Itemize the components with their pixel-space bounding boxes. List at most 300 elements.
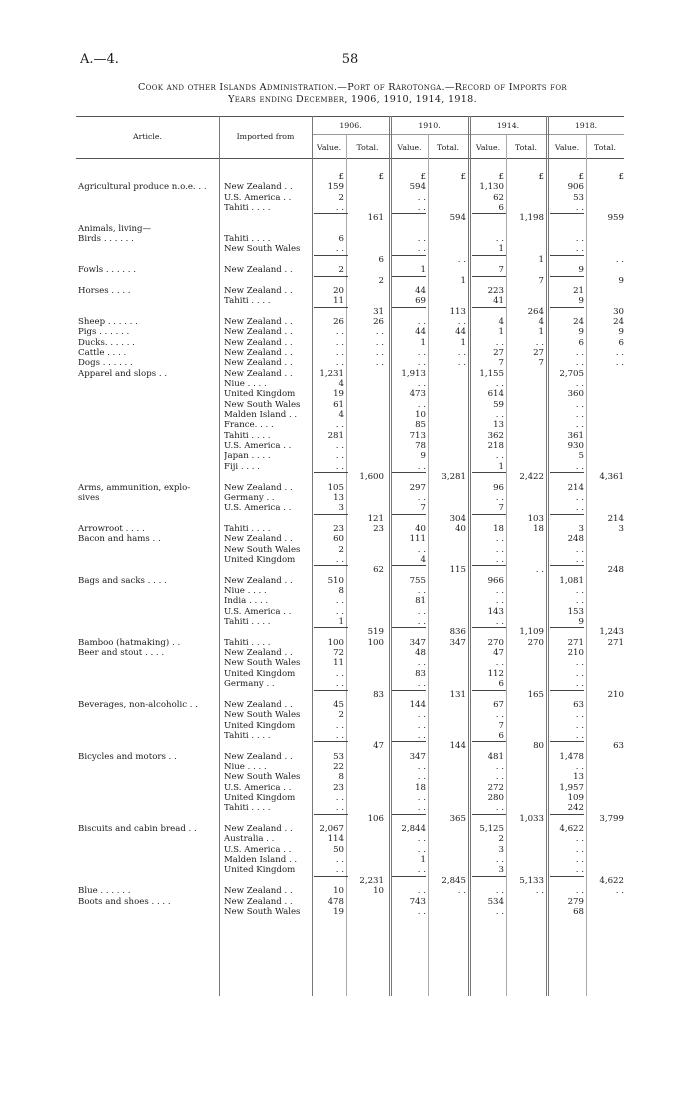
value-cell: 1 bbox=[498, 327, 504, 338]
table-row bbox=[76, 679, 624, 689]
subtotal-rule bbox=[472, 307, 506, 308]
value-cell: 7 bbox=[498, 358, 504, 369]
value-cell: 713 bbox=[409, 430, 426, 441]
value-cell: 3 bbox=[338, 503, 344, 514]
table-row bbox=[76, 483, 624, 493]
table-row bbox=[76, 700, 624, 710]
value-cell: . . bbox=[575, 399, 584, 410]
year-header-1918: 1918. bbox=[574, 121, 598, 130]
value-cell: 18 bbox=[415, 782, 426, 793]
imported-from-cell: Tahiti . . . . bbox=[224, 730, 271, 741]
value-cell: . . bbox=[335, 358, 344, 369]
subtotal-rule bbox=[392, 276, 426, 277]
imported-from-cell: Niue . . . . bbox=[224, 586, 267, 596]
table-row bbox=[76, 607, 624, 617]
imported-from-cell: Niue . . . . bbox=[224, 379, 267, 389]
value-cell: 3 bbox=[498, 865, 504, 876]
subtotal-rule bbox=[550, 472, 584, 473]
value-cell: . . bbox=[335, 865, 344, 876]
value-cell: 7 bbox=[498, 503, 504, 514]
total-cell: 165 bbox=[527, 689, 544, 700]
table-row bbox=[76, 783, 624, 793]
total-cell: 47 bbox=[373, 741, 384, 752]
imported-from-cell: New Zealand . . bbox=[224, 751, 293, 762]
subtotal-rule bbox=[392, 565, 426, 566]
value-cell: 72 bbox=[333, 648, 344, 659]
total-cell: 6 bbox=[618, 337, 624, 348]
table-row bbox=[76, 669, 624, 679]
article-cell: Bamboo (hatmaking) . . bbox=[78, 637, 181, 648]
value-cell: 10 bbox=[415, 410, 426, 421]
total-cell: 100 bbox=[367, 637, 384, 648]
value-cell: . . bbox=[575, 844, 584, 855]
value-cell: 53 bbox=[333, 751, 344, 762]
table-row bbox=[76, 524, 624, 534]
total-cell: 103 bbox=[527, 513, 544, 524]
value-cell: 1,081 bbox=[559, 575, 584, 586]
total-cell: 2,422 bbox=[519, 472, 544, 483]
title-line-2: Years ending December, 1906, 1910, 1914, 1918. bbox=[228, 93, 477, 105]
value-cell: 114 bbox=[327, 834, 344, 845]
subtotal-rule bbox=[472, 876, 506, 877]
article-header: Article. bbox=[133, 132, 162, 141]
article-cell: Horses . . . . bbox=[78, 285, 131, 296]
value-cell: 473 bbox=[409, 389, 426, 400]
value-cell: 272 bbox=[487, 782, 504, 793]
imported-from-cell: New Zealand . . bbox=[224, 337, 293, 348]
total-cell: 594 bbox=[449, 213, 466, 224]
total-cell: 1,243 bbox=[599, 627, 624, 638]
value-cell: 8 bbox=[338, 772, 344, 783]
value-cell: 13 bbox=[493, 420, 504, 431]
value-cell: 13 bbox=[573, 772, 584, 783]
total-cell: 365 bbox=[449, 813, 466, 824]
table-row bbox=[76, 534, 624, 544]
table-row bbox=[76, 358, 624, 368]
value-cell: . . bbox=[417, 679, 426, 690]
total-cell: 5,133 bbox=[519, 875, 544, 886]
imported-from-cell: India . . . . bbox=[224, 596, 269, 607]
table-row bbox=[76, 638, 624, 648]
table-row bbox=[76, 441, 624, 451]
imported-from-cell: Niue . . . . bbox=[224, 761, 267, 772]
subtotal-rule bbox=[314, 565, 348, 566]
value-cell: 214 bbox=[567, 482, 584, 493]
value-cell: 11 bbox=[333, 658, 344, 669]
value-cell: £ bbox=[338, 172, 344, 182]
total-cell: . . bbox=[615, 886, 624, 897]
page-reference: A.—4. bbox=[80, 52, 119, 67]
subtotal-rule bbox=[550, 814, 584, 815]
imported-from-cell: United Kingdom bbox=[224, 389, 296, 400]
imported-from-cell: New South Wales bbox=[224, 399, 301, 410]
table-row bbox=[76, 182, 624, 192]
page-number: 58 bbox=[341, 52, 359, 67]
subtotal-rule bbox=[550, 514, 584, 515]
total-cell: 9 bbox=[618, 327, 624, 338]
imported-from-cell: New Zealand . . bbox=[224, 648, 293, 659]
article-cell: Ducks. . . . . . bbox=[78, 337, 135, 348]
value-cell: 8 bbox=[338, 586, 344, 596]
total-cell: 24 bbox=[613, 316, 624, 327]
table-row bbox=[76, 731, 624, 741]
total-cell: 4,361 bbox=[599, 472, 624, 483]
value-cell: 270 bbox=[487, 637, 504, 648]
total-cell: 23 bbox=[373, 523, 384, 534]
value-cell: 24 bbox=[573, 316, 584, 327]
value-cell: 347 bbox=[409, 637, 426, 648]
value-cell: 61 bbox=[333, 399, 344, 410]
value-cell: 144 bbox=[409, 699, 426, 710]
value-cell: 3 bbox=[578, 523, 584, 534]
total-cell: . . bbox=[615, 358, 624, 369]
value-cell: 44 bbox=[415, 327, 426, 338]
value-cell: . . bbox=[417, 606, 426, 617]
value-cell: . . bbox=[495, 554, 504, 565]
total-cell: 3 bbox=[618, 523, 624, 534]
value-cell: 40 bbox=[415, 523, 426, 534]
value-cell: 248 bbox=[567, 534, 584, 545]
subtotal-rule bbox=[472, 627, 506, 628]
value-cell: . . bbox=[417, 844, 426, 855]
value-cell: 26 bbox=[333, 316, 344, 327]
value-cell: 78 bbox=[415, 441, 426, 452]
value-cell: 59 bbox=[493, 399, 504, 410]
value-cell: 279 bbox=[567, 896, 584, 907]
value-cell: 966 bbox=[487, 575, 504, 586]
value-cell: . . bbox=[575, 596, 584, 607]
value-cell: . . bbox=[417, 379, 426, 389]
value-cell: 2 bbox=[498, 834, 504, 845]
value-cell: . . bbox=[335, 441, 344, 452]
imported-from-cell: New South Wales bbox=[224, 544, 301, 555]
table-row bbox=[76, 224, 624, 234]
table-row bbox=[76, 834, 624, 844]
subtotal-rule bbox=[472, 472, 506, 473]
table-row bbox=[76, 379, 624, 389]
imported-from-cell: Malden Island . . bbox=[224, 855, 298, 866]
table-row bbox=[76, 493, 624, 503]
value-cell: . . bbox=[575, 730, 584, 741]
value-cell: . . bbox=[417, 492, 426, 503]
total-cell: . . bbox=[457, 358, 466, 369]
subtotal-rule bbox=[314, 627, 348, 628]
value-cell: . . bbox=[417, 658, 426, 669]
value-cell: . . bbox=[417, 316, 426, 327]
imported-from-cell: Tahiti . . . . bbox=[224, 296, 271, 307]
total-cell: 31 bbox=[373, 306, 384, 317]
imported-from-cell: Tahiti . . . . bbox=[224, 234, 271, 245]
value-cell: . . bbox=[335, 327, 344, 338]
imported-from-cell: New Zealand . . bbox=[224, 347, 293, 358]
article-cell: Animals, living— bbox=[78, 223, 152, 234]
total-cell: 1 bbox=[538, 254, 544, 265]
value-cell: . . bbox=[417, 399, 426, 410]
value-cell: . . bbox=[495, 855, 504, 866]
article-cell: Beverages, non-alcoholic . . bbox=[78, 699, 198, 710]
value-cell: . . bbox=[575, 834, 584, 845]
table-row bbox=[76, 772, 624, 782]
total-cell: 1,600 bbox=[359, 472, 384, 483]
value-cell: 5 bbox=[578, 451, 584, 462]
table-row bbox=[76, 855, 624, 865]
value-cell: . . bbox=[417, 234, 426, 245]
table-row bbox=[76, 658, 624, 668]
imported-from-cell: New South Wales bbox=[224, 906, 301, 917]
subtotal-rule bbox=[392, 514, 426, 515]
value-cell: . . bbox=[495, 658, 504, 669]
value-cell: 347 bbox=[409, 751, 426, 762]
value-cell: 4 bbox=[338, 379, 344, 389]
table-row bbox=[76, 255, 624, 265]
subtotal-rule bbox=[314, 276, 348, 277]
article-cell: Birds . . . . . . bbox=[78, 234, 134, 245]
value-cell: 11 bbox=[333, 296, 344, 307]
article-cell: Beer and stout . . . . bbox=[78, 648, 165, 659]
article-cell: Bags and sacks . . . . bbox=[78, 575, 167, 586]
total-cell: 44 bbox=[455, 327, 466, 338]
table-row bbox=[76, 907, 624, 917]
value-cell: . . bbox=[417, 192, 426, 203]
imported-from-cell: United Kingdom bbox=[224, 554, 296, 565]
value-cell: 280 bbox=[487, 793, 504, 803]
value-cell: 3 bbox=[498, 844, 504, 855]
value-cell: 20 bbox=[333, 285, 344, 296]
table-row bbox=[76, 348, 624, 358]
value-cell: . . bbox=[495, 886, 504, 897]
value-cell: 48 bbox=[415, 648, 426, 659]
value-cell: . . bbox=[495, 906, 504, 917]
value-cell: 60 bbox=[333, 534, 344, 545]
article-cell: Biscuits and cabin bread . . bbox=[78, 824, 197, 835]
imported-from-cell: United Kingdom bbox=[224, 668, 296, 679]
value-cell: 6 bbox=[498, 203, 504, 214]
table-row bbox=[76, 710, 624, 720]
total-cell: . . bbox=[457, 347, 466, 358]
total-cell: 144 bbox=[449, 741, 466, 752]
article-cell: Fowls . . . . . . bbox=[78, 265, 136, 276]
imported-from-cell: United Kingdom bbox=[224, 793, 296, 803]
value-cell: . . bbox=[575, 886, 584, 897]
value-cell: 19 bbox=[333, 906, 344, 917]
imported-from-cell: New South Wales bbox=[224, 710, 301, 721]
title-line-1: Cook and other Islands Administration.—Port of Rarotonga.—Record of Imports for bbox=[138, 82, 567, 93]
table-row bbox=[76, 897, 624, 907]
subtotal-rule bbox=[550, 255, 584, 256]
total-cell: . . bbox=[457, 316, 466, 327]
total-cell: 1,198 bbox=[519, 213, 544, 224]
imported-from-cell: New South Wales bbox=[224, 658, 301, 669]
value-cell: . . bbox=[575, 710, 584, 721]
table-row bbox=[76, 410, 624, 420]
value-cell: . . bbox=[335, 203, 344, 214]
article-cell: Cattle . . . . bbox=[78, 347, 127, 358]
table-row bbox=[76, 648, 624, 658]
total-cell: 1 bbox=[460, 275, 466, 286]
value-cell: . . bbox=[575, 658, 584, 669]
total-header: Total. bbox=[514, 143, 538, 152]
table-row bbox=[76, 576, 624, 586]
value-cell: . . bbox=[495, 617, 504, 628]
value-cell: . . bbox=[495, 234, 504, 245]
table-row bbox=[76, 265, 624, 275]
value-cell: 5,125 bbox=[479, 824, 504, 835]
total-cell: 7 bbox=[538, 358, 544, 369]
value-cell: 41 bbox=[493, 296, 504, 307]
value-cell: 6 bbox=[338, 234, 344, 245]
subtotal-rule bbox=[472, 565, 506, 566]
table-header-rule bbox=[76, 158, 624, 159]
value-cell: . . bbox=[335, 606, 344, 617]
value-cell: . . bbox=[575, 358, 584, 369]
value-header: Value. bbox=[397, 143, 422, 152]
value-cell: 10 bbox=[333, 886, 344, 897]
total-cell: 30 bbox=[613, 306, 624, 317]
subtotal-rule bbox=[550, 565, 584, 566]
table-row bbox=[76, 824, 624, 834]
table-row bbox=[76, 193, 624, 203]
value-cell: . . bbox=[417, 347, 426, 358]
imported-from-cell: New Zealand . . bbox=[224, 896, 293, 907]
value-cell: . . bbox=[495, 492, 504, 503]
table-row bbox=[76, 338, 624, 348]
total-cell: 271 bbox=[607, 637, 624, 648]
total-cell: . . bbox=[615, 254, 624, 265]
imported-from-cell: New South Wales bbox=[224, 772, 301, 783]
value-cell: . . bbox=[495, 379, 504, 389]
total-cell: . . bbox=[535, 886, 544, 897]
page-header bbox=[80, 52, 620, 68]
total-cell: . . bbox=[615, 347, 624, 358]
value-cell: . . bbox=[417, 203, 426, 214]
total-cell: 113 bbox=[449, 306, 466, 317]
value-cell: 361 bbox=[567, 430, 584, 441]
year-header-1914: 1914. bbox=[496, 121, 520, 130]
subtotal-rule bbox=[314, 472, 348, 473]
value-cell: 271 bbox=[567, 637, 584, 648]
imported-from-cell: New Zealand . . bbox=[224, 358, 293, 369]
value-cell: 109 bbox=[567, 793, 584, 803]
subtotal-rule bbox=[472, 276, 506, 277]
value-cell: . . bbox=[495, 544, 504, 555]
value-cell: 614 bbox=[487, 389, 504, 400]
imported-from-cell: New Zealand . . bbox=[224, 534, 293, 545]
value-cell: . . bbox=[575, 203, 584, 214]
imported-from-cell: New South Wales bbox=[224, 244, 301, 255]
subtotal-rule bbox=[550, 627, 584, 628]
value-cell: 159 bbox=[327, 182, 344, 193]
value-cell: 6 bbox=[498, 679, 504, 690]
article-cell: Arms, ammunition, explo- bbox=[78, 482, 191, 493]
value-cell: . . bbox=[495, 410, 504, 421]
value-cell: . . bbox=[417, 544, 426, 555]
table-row bbox=[76, 741, 624, 751]
table-row bbox=[76, 876, 624, 886]
value-cell: . . bbox=[495, 772, 504, 783]
value-cell: . . bbox=[417, 358, 426, 369]
value-cell: 1 bbox=[420, 337, 426, 348]
value-cell: . . bbox=[417, 586, 426, 596]
value-cell: 47 bbox=[493, 648, 504, 659]
subtotal-rule bbox=[550, 876, 584, 877]
imported-from-cell: U.S. America . . bbox=[224, 192, 292, 203]
subtotal-rule bbox=[550, 741, 584, 742]
total-cell: 959 bbox=[607, 213, 624, 224]
table-row bbox=[76, 865, 624, 875]
total-header: Total. bbox=[593, 143, 617, 152]
value-cell: . . bbox=[495, 534, 504, 545]
total-cell: 7 bbox=[538, 275, 544, 286]
total-cell: 9 bbox=[618, 275, 624, 286]
subtotal-rule bbox=[472, 213, 506, 214]
subtotal-rule bbox=[550, 307, 584, 308]
value-cell: . . bbox=[417, 772, 426, 783]
value-header: Value. bbox=[554, 143, 580, 152]
value-cell: £ bbox=[420, 172, 426, 182]
value-cell: . . bbox=[495, 451, 504, 462]
value-cell: 9 bbox=[578, 265, 584, 276]
imported-from-cell: New Zealand . . bbox=[224, 182, 293, 193]
imported-from-cell: New Zealand . . bbox=[224, 824, 293, 835]
total-cell: 347 bbox=[449, 637, 466, 648]
total-cell: 115 bbox=[449, 565, 466, 576]
value-cell: . . bbox=[335, 730, 344, 741]
subtotal-rule bbox=[314, 741, 348, 742]
total-cell: 106 bbox=[367, 813, 384, 824]
subtotal-rule bbox=[392, 472, 426, 473]
value-cell: . . bbox=[335, 554, 344, 565]
value-cell: . . bbox=[417, 617, 426, 628]
value-cell: 1 bbox=[338, 617, 344, 628]
value-cell: 18 bbox=[493, 523, 504, 534]
value-cell: . . bbox=[417, 865, 426, 876]
table-row bbox=[76, 286, 624, 296]
value-cell: 67 bbox=[493, 699, 504, 710]
value-cell: . . bbox=[575, 379, 584, 389]
value-cell: 2 bbox=[338, 265, 344, 276]
table-top-rule bbox=[76, 116, 624, 117]
table-row bbox=[76, 690, 624, 700]
value-cell: . . bbox=[575, 720, 584, 731]
total-cell: . . bbox=[535, 337, 544, 348]
value-cell: £ bbox=[578, 172, 584, 182]
value-cell: . . bbox=[417, 461, 426, 472]
value-cell: 62 bbox=[493, 192, 504, 203]
subtotal-rule bbox=[392, 307, 426, 308]
value-cell: . . bbox=[417, 244, 426, 255]
table-row bbox=[76, 420, 624, 430]
value-cell: 7 bbox=[498, 720, 504, 731]
value-cell: . . bbox=[335, 461, 344, 472]
value-cell: . . bbox=[575, 554, 584, 565]
value-cell: 68 bbox=[573, 906, 584, 917]
article-cell: sives bbox=[78, 492, 100, 503]
value-cell: 143 bbox=[487, 606, 504, 617]
value-cell: 1 bbox=[420, 265, 426, 276]
value-cell: 21 bbox=[573, 285, 584, 296]
subtotal-rule bbox=[314, 814, 348, 815]
table-row bbox=[76, 389, 624, 399]
value-cell: 19 bbox=[333, 389, 344, 400]
value-cell: . . bbox=[335, 720, 344, 731]
table-row bbox=[76, 369, 624, 379]
value-cell: 2,067 bbox=[319, 824, 344, 835]
table-row bbox=[76, 203, 624, 213]
imported-from-cell: New Zealand . . bbox=[224, 327, 293, 338]
value-cell: . . bbox=[495, 337, 504, 348]
value-cell: . . bbox=[335, 679, 344, 690]
table-row bbox=[76, 327, 624, 337]
